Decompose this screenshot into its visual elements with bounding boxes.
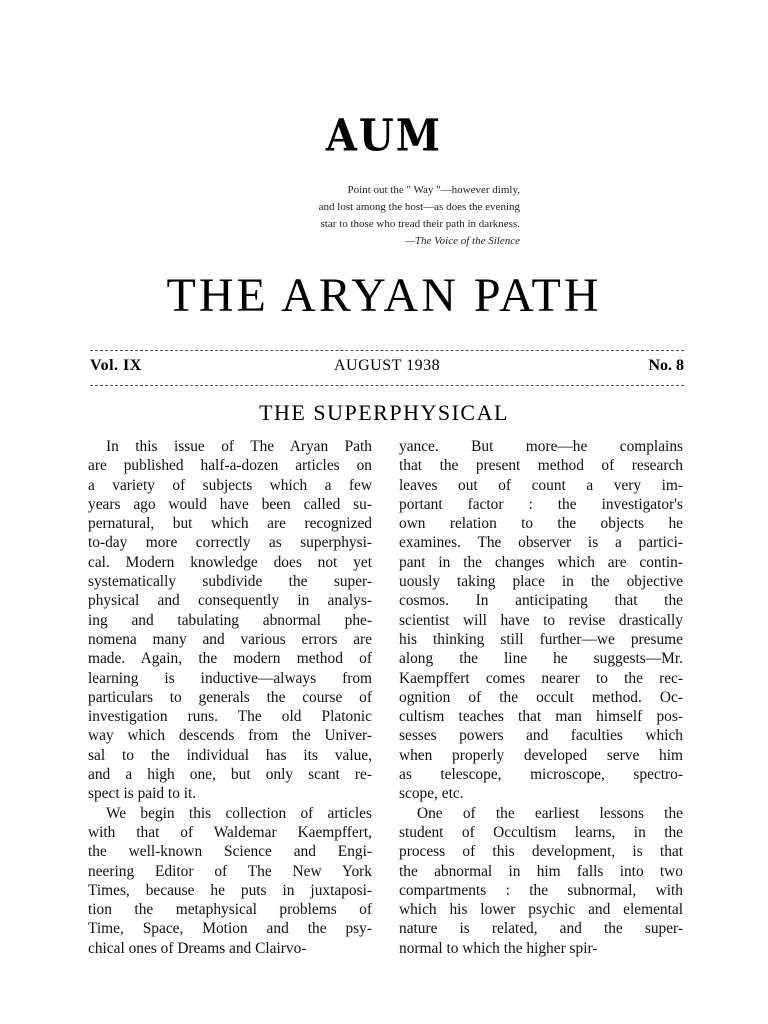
article-text-line: ognition of the occult method. Oc- [399, 688, 683, 706]
article-text-line: uously taking place in the objective [399, 573, 683, 591]
article-text-line: with that of Waldemar Kaempffert, [88, 823, 372, 841]
article-text-line: cal. Modern knowledge does not yet [88, 553, 372, 571]
bottom-divider [90, 385, 684, 386]
article-text-line: ing and tabulating abnormal phe- [88, 611, 372, 629]
article-text-line: learning is inductive—always from [88, 669, 372, 687]
article-text-line: compartments : the subnormal, with [399, 881, 683, 899]
article-text-line: investigation runs. The old Platonic [88, 708, 372, 726]
article-text-line: scientist will have to revise drastically [399, 611, 683, 629]
article-text-line: a variety of subjects which a few [88, 476, 372, 494]
issue-date: AUGUST 1938 [334, 357, 441, 374]
article-text-line: sesses powers and faculties which [399, 727, 683, 745]
article-text-line: In this issue of The Aryan Path [106, 438, 372, 455]
article-text-line: cultism teaches that man himself pos- [399, 708, 683, 726]
article-text-line: tion the metaphysical problems of [88, 901, 372, 919]
article-text-line: One of the earliest lessons the [417, 804, 683, 822]
article-text-line: when properly developed serve him [399, 746, 683, 764]
article-text-line: that the present method of research [399, 457, 683, 475]
article-text-line: are published half-a-dozen articles on [88, 457, 372, 475]
article-text-line: made. Again, the modern method of [88, 650, 372, 668]
article-text-line: pant in the changes which are contin- [399, 553, 683, 571]
article-text-line: process of this development, is that [399, 843, 683, 861]
article-text-line: the abnormal in him falls into two [399, 862, 683, 880]
article-text-line: nature is related, and the super- [399, 920, 683, 938]
article-text-line: We begin this collection of articles [106, 804, 372, 822]
epigraph [250, 182, 520, 250]
issue-number: No. 8 [648, 357, 684, 374]
article-text-line: pernatural, but which are recognized [88, 515, 372, 533]
article-text-line: the well-known Science and Engi- [88, 843, 372, 861]
article-text-line: along the line he suggests—Mr. [399, 650, 683, 668]
epigraph-line: Point out the " Way "—however dimly, [347, 184, 520, 196]
epigraph-line: star to those who tread their path in darkness. [320, 218, 520, 230]
article-text-line: physical and consequently in analys- [88, 592, 372, 610]
article-text-line: and a high one, but only scant re- [88, 766, 372, 784]
article-text-line: scope, etc. [399, 785, 464, 803]
journal-masthead: THE ARYAN PATH [166, 269, 602, 322]
top-divider [90, 350, 684, 351]
article-text-line: which his lower psychic and elemental [399, 901, 683, 919]
article-text-line: neering Editor of The New York [88, 862, 372, 880]
issue-info-line [90, 357, 684, 377]
article-text-line: student of Occultism learns, in the [399, 823, 683, 841]
article-text-line: spect is paid to it. [88, 785, 197, 803]
article-text-line: portant factor : the investigator's [399, 495, 683, 513]
epigraph-attribution: —The Voice of the Silence [405, 235, 520, 247]
article-text-line: way which descends from the Univer- [88, 727, 372, 745]
article-text-line: Time, Space, Motion and the psy- [88, 920, 372, 938]
article-column-right [399, 437, 683, 958]
article-text-line: years ago would have been called su- [88, 495, 372, 513]
article-text-line: cosmos. In anticipating that the [399, 592, 683, 610]
article-text-line: own relation to the objects he [399, 515, 683, 533]
article-text-line: normal to which the higher spir- [399, 939, 598, 957]
article-text-line: leaves out of count a very im- [399, 476, 683, 494]
epigraph-line: and lost among the host—as does the evening [318, 201, 520, 213]
article-text-line: sal to the individual has its value, [88, 746, 372, 764]
article-text-line: Times, because he puts in juxtaposi- [88, 881, 372, 899]
article-text-line: as telescope, microscope, spectro- [399, 766, 683, 784]
article-text-line: systematically subdivide the super- [88, 573, 372, 591]
article-title: THE SUPERPHYSICAL [259, 400, 509, 425]
article-text-line: to-day more correctly as superphysi- [88, 534, 372, 552]
article-column-left [88, 437, 372, 958]
volume-number: Vol. IX [90, 357, 142, 374]
aum-emblem: AUM [325, 109, 443, 162]
article-text-line: yance. But more—he complains [399, 438, 683, 455]
article-text-line: chical ones of Dreams and Clairvo- [88, 939, 307, 957]
article-text-line: Kaempffert comes nearer to the rec- [399, 669, 683, 687]
article-text-line: his thinking still further—we presume [399, 630, 683, 648]
article-text-line: particulars to generals the course of [88, 688, 372, 706]
article-text-line: nomena many and various errors are [88, 630, 372, 648]
article-text-line: examines. The observer is a partici- [399, 534, 683, 552]
